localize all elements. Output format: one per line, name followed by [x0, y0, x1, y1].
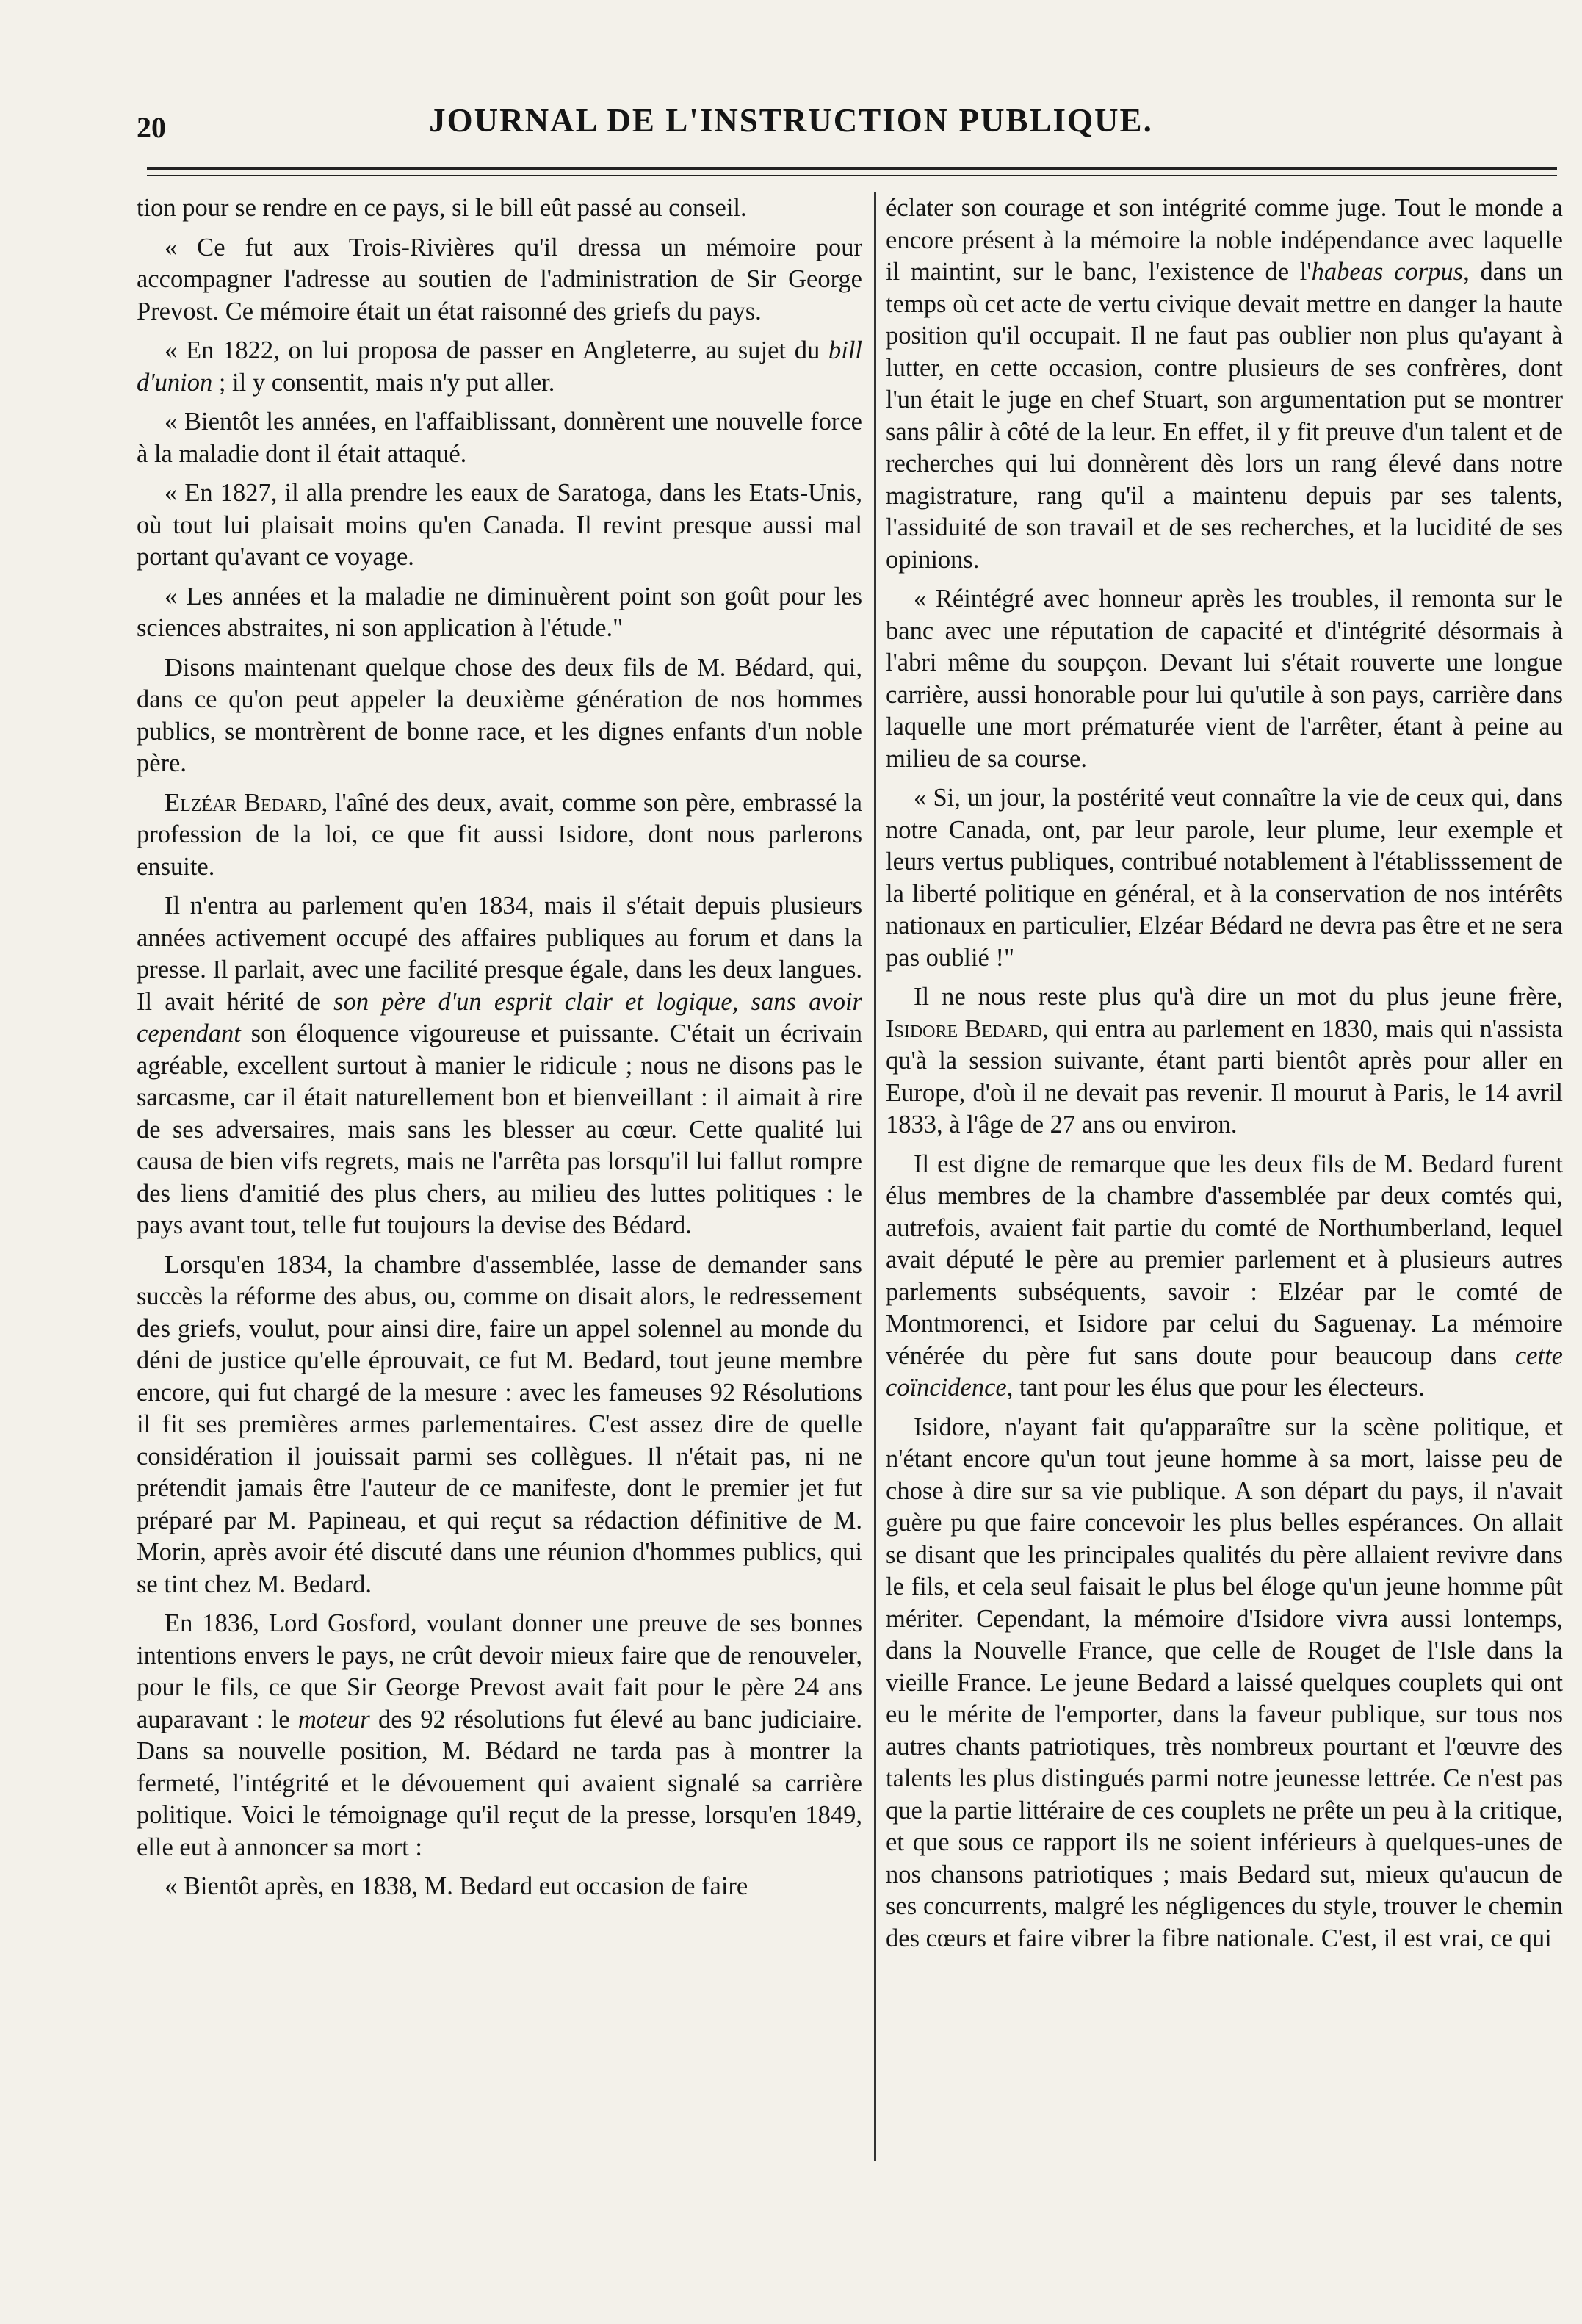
- person-name: Isidore Bedard: [886, 1014, 1043, 1043]
- text-run: ; il y consentit, mais n'y put aller.: [212, 368, 555, 397]
- page-number: 20: [137, 111, 166, 144]
- paragraph: « Si, un jour, la postérité veut connaître la vie de ceux qui, dans notre Canada, ont, par leur parole, leur plume, leur exemple et leurs vertus publiques, contribué notablement à l'établisssement de la liberté politique en général, et à la conservation de nos intérêts nationaux en particulier, Elzéar Bédard ne devra pas être et ne sera pas oublié !": [886, 784, 1563, 972]
- paragraph: tion pour se rendre en ce pays, si le bill eût passé au conseil.: [137, 194, 747, 222]
- paragraph: [886, 1149, 1563, 1404]
- text-run: En 1836, Lord Gosford, voulant donner une preuve de ses bonnes intentions envers le pays, ne crût devoir mieux faire que de renouveler, pour le fils, ce que Sir George Prevost avait fait pour le père 24 ans auparavant : le: [137, 1609, 862, 1733]
- running-title: JOURNAL DE L'INSTRUCTION PUBLIQUE.: [429, 102, 1153, 139]
- text-run: , dans un temps où cet acte de vertu civique devait mettre en danger la haute position qu'il occupait. Il ne faut pas oublier non plus qu'ayant à lutter, en cette occasion, contre plusieurs de ses confrères, dont l'un était le juge en chef Stuart, son argumentation put se montrer sans pâlir à côté de la leur. En effet, il y fit preuve d'un talent et de recherches qui lui donnèrent dès lors un rang élevé dans notre magistrature, rang qu'il a maintenu depuis par ses talents, l'assiduité de son travail et de ses recherches, et la lucidité de ses opinions.: [886, 258, 1563, 574]
- paragraph: « Bientôt les années, en l'affaiblissant, donnèrent une nouvelle force à la maladie dont il était attaqué.: [137, 408, 862, 468]
- italic-term: bill d'union: [137, 336, 862, 397]
- column-divider: [874, 192, 876, 2161]
- paragraph: « Les années et la maladie ne diminuèrent point son goût pour les sciences abstraites, ni son application à l'étude.": [137, 582, 862, 642]
- person-name: Elzéar Bedard: [165, 788, 322, 817]
- paragraph: [886, 192, 1563, 576]
- right-column: [886, 192, 1563, 2161]
- text-run: Il ne nous reste plus qu'à dire un mot du plus jeune frère,: [914, 983, 1563, 1011]
- text-run: éclater son courage et son intégrité comme juge. Tout le monde a encore présent à la mémoire la noble indépendance avec laquelle il maintint, sur le banc, l'existence de l': [886, 194, 1563, 286]
- paragraph: « En 1827, il alla prendre les eaux de Saratoga, dans les Etats-Unis, où tout lui plaisait moins qu'en Canada. Il revint presque aussi mal portant qu'avant ce voyage.: [137, 479, 862, 571]
- text-run: , tant pour les élus que pour les électeurs.: [1006, 1374, 1425, 1401]
- text-run: des 92 résolutions fut élevé au banc judiciaire. Dans sa nouvelle position, M. Bédard ne tarda pas à montrer la fermeté, l'intégrité et le dévouement qui avaient signalé sa carrière politique. Voici le témoignage qu'il reçut de la presse, lorsqu'en 1849, elle eut à annoncer sa mort :: [137, 1705, 862, 1861]
- paragraph: [137, 890, 862, 1242]
- paragraph: Lorsqu'en 1834, la chambre d'assemblée, lasse de demander sans succès la réforme des abus, ou, comme on disait alors, le redressement des griefs, voulut, pour ainsi dire, faire un appel solennel au monde du déni de justice qu'elle éprouvait, ce fut M. Bedard, tout jeune membre encore, qui fut chargé de la mesure : avec les fameuses 92 Résolutions il fit ses premières armes parlementaires. C'est assez dire de quelle considération il jouissait parmi ses collègues. Il n'était pas, ni ne prétendit jamais être l'auteur de ce manifeste, dont le premier jet fut préparé par M. Papineau, et qui reçut sa rédaction définitive de M. Morin, après avoir été discuté dans une réunion d'hommes publics, qui se tint chez M. Bedard.: [137, 1250, 862, 1598]
- italic-term: moteur: [297, 1705, 370, 1733]
- paragraph: Isidore, n'ayant fait qu'apparaître sur la scène politique, et n'étant encore qu'un tout jeune homme à sa mort, laisse peu de chose à dire sur sa vie publique. A son départ du pays, il n'avait guère pu que faire concevoir les plus belles espérances. On allait se disant que les principales qualités du père allaient revivre dans le fils, et cela seul faisait le plus bel éloge qu'un jeune homme pût mériter. Cependant, la mémoire d'Isidore vivra aussi lontemps, dans la Nouvelle France, que celle de Rouget de l'Isle dans la vieille France. Le jeune Bedard a laissé quelques couplets qui ont eu le mérite de l'emporter, dans la faveur publique, sur tous nos autres chants patriotiques, très nombreux pourtant et l'œuvre des talents les plus distingués parmi notre jeunesse lettrée. Ce n'est pas que la partie littéraire de ces couplets ne prête un peu à la critique, et que sous ce rapport ils ne soient inférieurs à quelques-unes de nos chansons patriotiques ; mais Bedard sut, mieux qu'aucun de ses concurrents, malgré les négligences du style, trouver le chemin des cœurs et faire vibrer la fibre nationale. C'est, il est vrai, ce qui: [886, 1412, 1563, 1952]
- paragraph: « Bientôt après, en 1838, M. Bedard eut occasion de faire: [165, 1872, 748, 1900]
- left-column: [137, 192, 862, 2161]
- header-rule-thin: [147, 175, 1557, 176]
- text-run: Il n'entra au parlement qu'en 1834, mais il s'était depuis plusieurs années activement occupé des affaires publiques au forum et dans la presse. Il parlait, avec une facilité presque égale, dans les deux langues. Il avait hérité de: [137, 892, 862, 1016]
- italic-term: habeas corpus: [1311, 258, 1464, 286]
- italic-text: cette coïncidence: [886, 1341, 1563, 1401]
- paragraph: [886, 981, 1563, 1141]
- text-run: son éloquence vigoureuse et puissante. C'était un écrivain agréable, excellent surtout à manier le ridicule ; nous ne disons pas le sarcasme, car il était naturellement bon et bienveillant : il aimait à rire de ses adversaires, mais sans les blesser au cœur. Cette qualité lui causa de bien vifs regrets, mais ne l'arrêta pas lorsqu'il lui fallut rompre des liens d'amitié des plus chers, au milieu des luttes politiques : le pays avant tout, telle fut toujours la devise des Bédard.: [137, 1020, 862, 1239]
- text-run: , l'aîné des deux, avait, comme son père, embrassé la profession de la loi, ce que fit aussi Isidore, dont nous parlerons ensuite.: [137, 788, 862, 881]
- text-run: , qui entra au parlement en 1830, mais qui n'assista qu'à la session suivante, étant parti bientôt après pour aller en Europe, d'où il ne devait pas revenir. Il mourut à Paris, le 14 avril 1833, à l'âge de 27 ans ou environ.: [886, 1014, 1563, 1138]
- paragraph: [137, 335, 862, 399]
- text-run: Il est digne de remarque que les deux fils de M. Bedard furent élus membres de la chambre d'assemblée par deux comtés qui, autrefois, avaient fait partie du comté de Northumberland, lequel avait député le père au premier parlement et à plusieurs autres parlements subséquents, savoir : Elzéar par le comté de Montmorenci, et Isidore par celui du Saguenay. La mémoire vénérée du père fut sans doute pour beaucoup dans: [886, 1150, 1563, 1370]
- italic-text: son père d'un esprit clair et logique, sans avoir cependant: [137, 987, 862, 1047]
- paragraph: « Ce fut aux Trois-Rivières qu'il dressa un mémoire pour accompagner l'adresse au soutien de l'administration de Sir George Prevost. Ce mémoire était un état raisonné des griefs du pays.: [137, 233, 862, 325]
- paragraph: [137, 1608, 862, 1863]
- text-run: « En 1822, on lui proposa de passer en Angleterre, au sujet du: [165, 336, 828, 364]
- paragraph: [137, 787, 862, 884]
- paragraph: « Réintégré avec honneur après les troubles, il remonta sur le banc avec une réputation de capacité et d'intégrité désormais à l'abri même du soupçon. Devant lui s'était rouverte une longue carrière, aussi honorable pour lui qu'utile à son pays, carrière dans laquelle une mort prématurée vient de l'arrêter, étant à peine au milieu de sa course.: [886, 585, 1563, 773]
- paragraph: Disons maintenant quelque chose des deux fils de M. Bédard, qui, dans ce qu'on peut appeler la deuxième génération de nos hommes publics, se montrèrent de bonne race, et les dignes enfants d'un noble père.: [137, 653, 862, 777]
- header-rule: [147, 167, 1557, 170]
